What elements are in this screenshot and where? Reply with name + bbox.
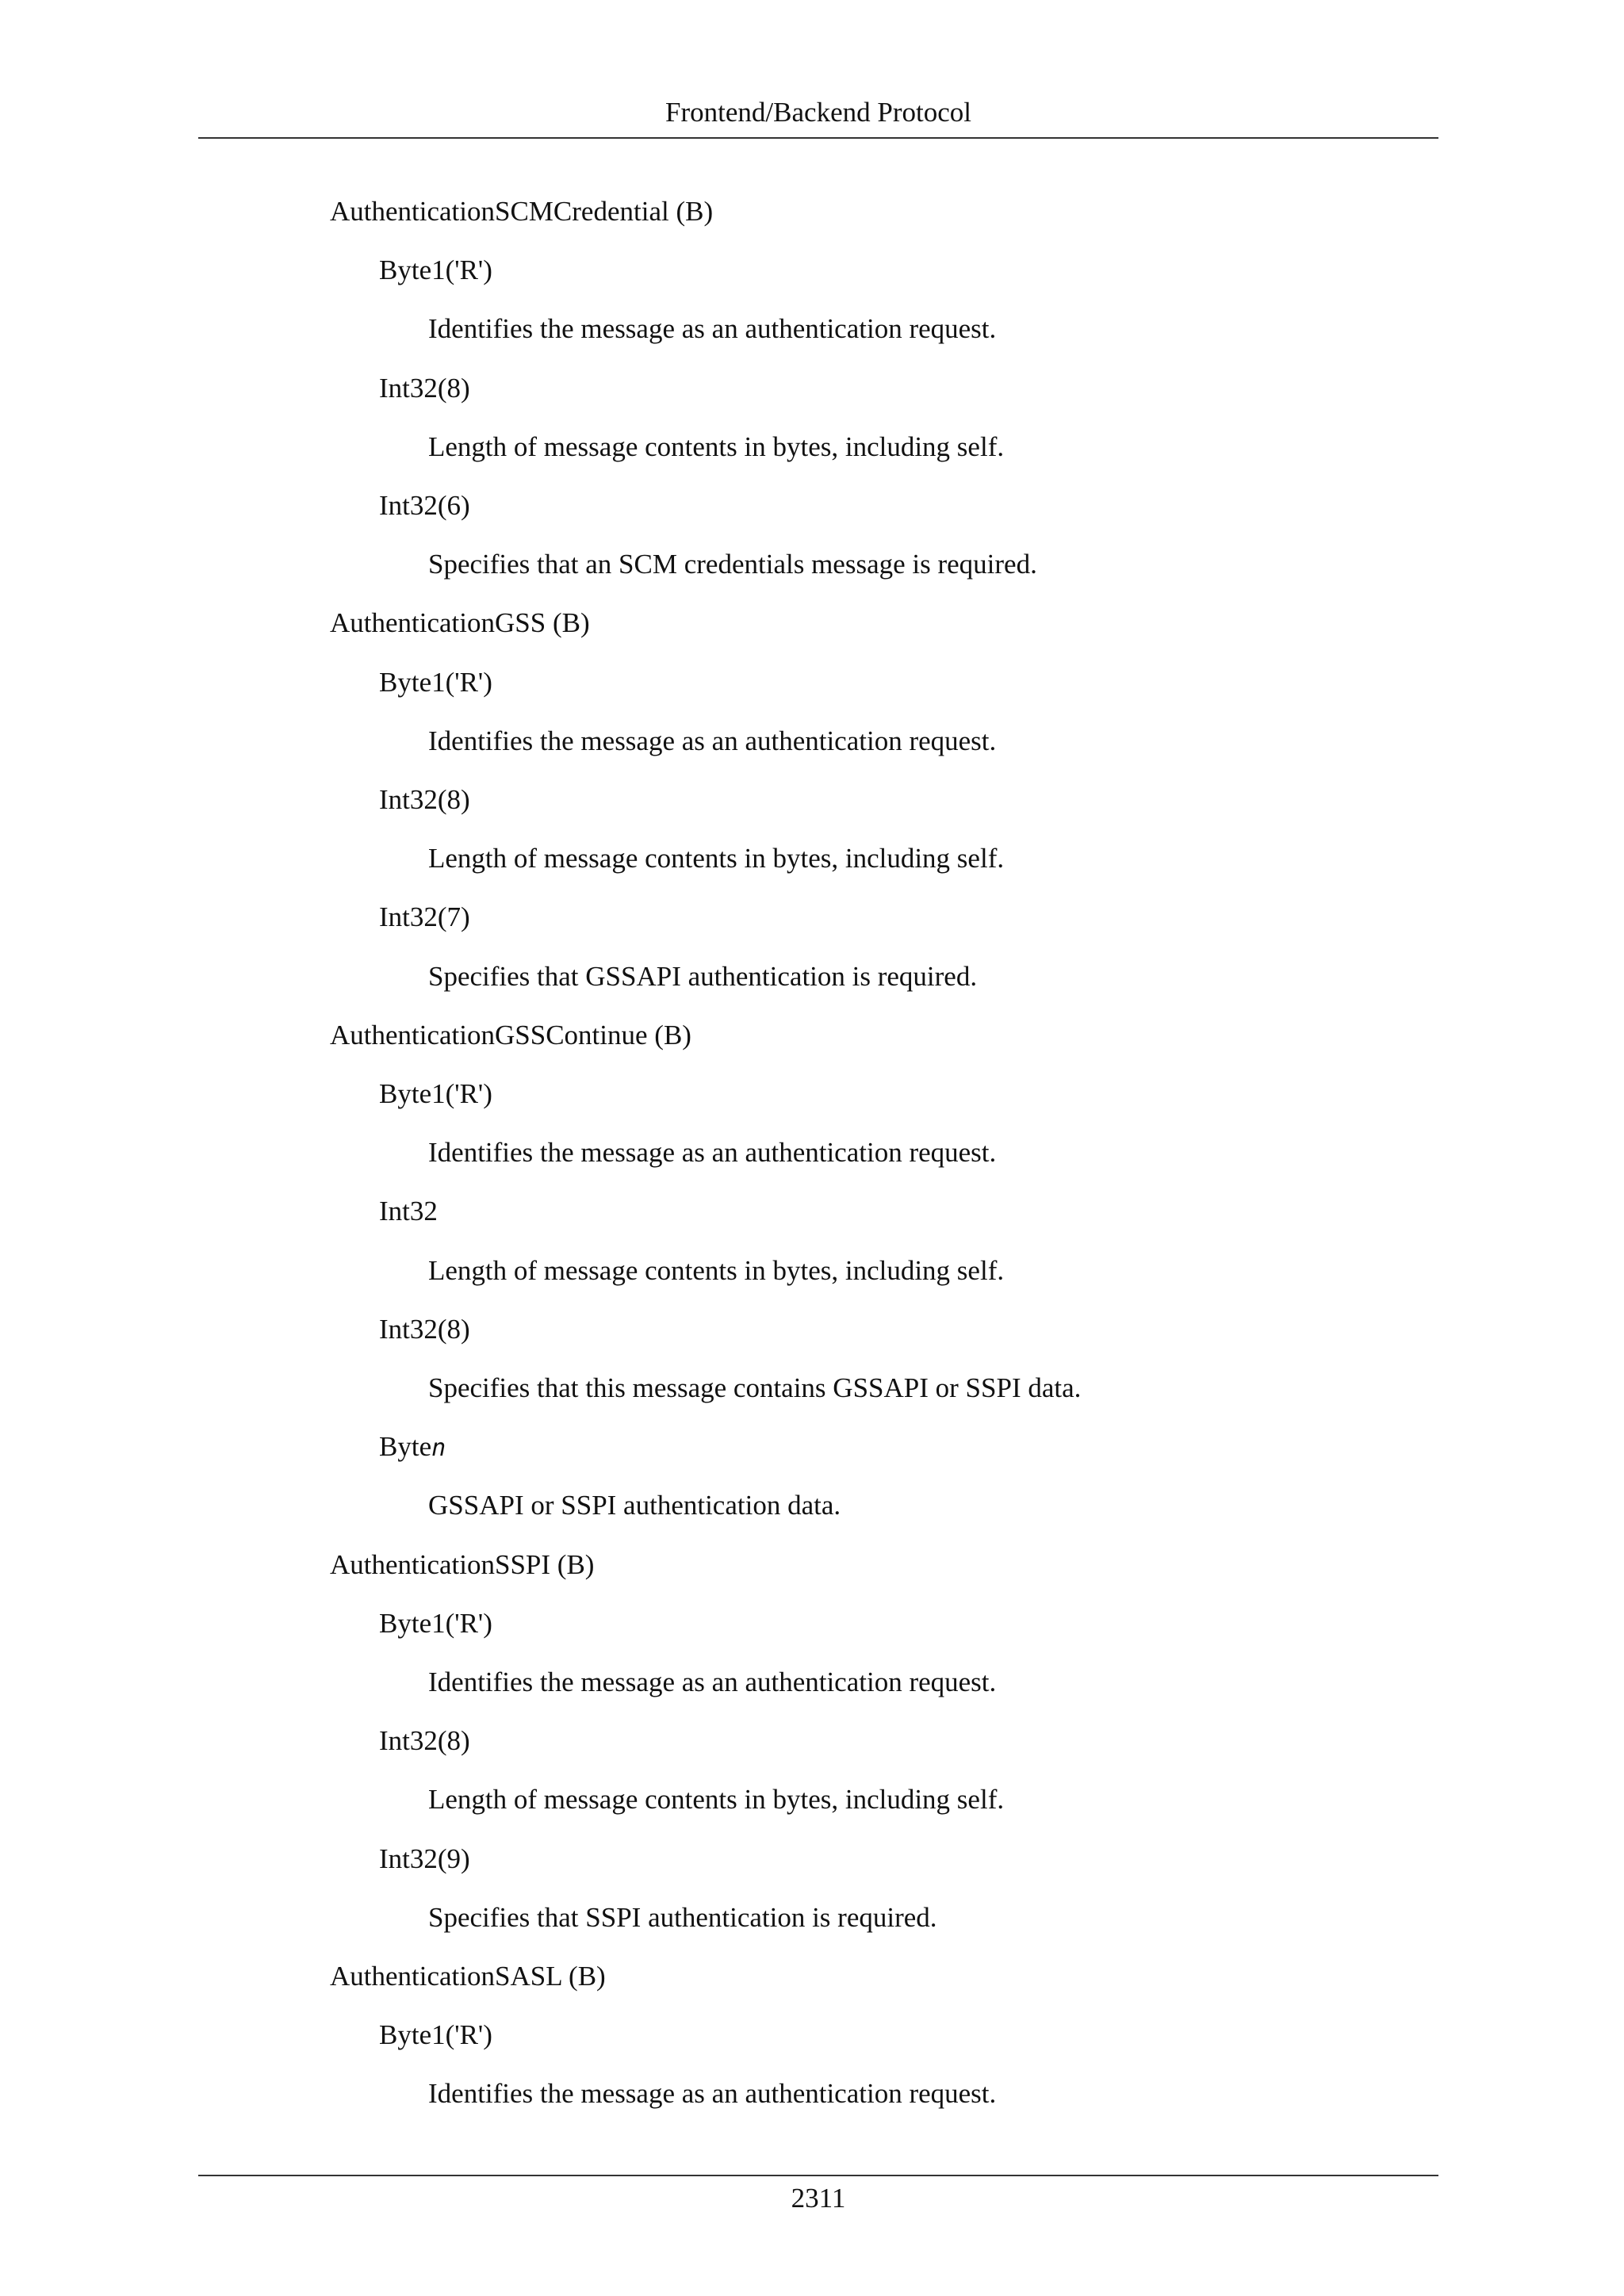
message-name xyxy=(330,604,590,642)
field-type xyxy=(379,898,470,936)
field-type xyxy=(379,2016,492,2054)
field-description-text: Identifies the message as an authentication request. xyxy=(428,2078,997,2110)
field-description xyxy=(428,1369,1081,1407)
field-description-text: Length of message contents in bytes, including self. xyxy=(428,843,1005,874)
field-type xyxy=(379,1840,470,1878)
field-type xyxy=(379,251,492,289)
field-type-text: Int32 xyxy=(379,1196,438,1227)
field-type-text: Int32(8) xyxy=(379,372,470,404)
message-name-text: AuthenticationSSPI (B) xyxy=(330,1548,595,1580)
field-type xyxy=(379,1605,492,1643)
field-description xyxy=(428,1487,841,1525)
message-name xyxy=(330,193,713,231)
message-name-text: AuthenticationGSS (B) xyxy=(330,607,590,639)
field-description xyxy=(428,1134,996,1172)
message-name-text: AuthenticationSASL (B) xyxy=(330,1961,606,1992)
field-type-text: Int32(9) xyxy=(379,1843,470,1874)
field-description xyxy=(428,1781,1004,1819)
field-type xyxy=(379,369,470,408)
field-description-text: Length of message contents in bytes, including self. xyxy=(428,430,1005,462)
field-description-text: Length of message contents in bytes, including self. xyxy=(428,1254,1005,1286)
field-description xyxy=(428,1899,937,1937)
page-number: 2311 xyxy=(791,2183,846,2214)
field-type xyxy=(379,1075,492,1113)
field-type xyxy=(379,1722,470,1760)
field-type-text: Int32(8) xyxy=(379,784,470,815)
field-description-text: Identifies the message as an authentication request. xyxy=(428,1667,997,1697)
field-description-text: Length of message contents in bytes, including self. xyxy=(428,1784,1005,1816)
running-header: Frontend/Backend Protocol xyxy=(665,97,971,128)
header-rule xyxy=(198,137,1438,139)
field-description-text: Identifies the message as an authentication request. xyxy=(428,1137,997,1169)
field-type-text: Int32(6) xyxy=(379,490,470,521)
field-type-text: Int32(8) xyxy=(379,1313,470,1345)
field-description-text: Identifies the message as an authentication request. xyxy=(428,313,997,345)
field-description xyxy=(428,722,996,760)
field-type xyxy=(379,781,470,819)
field-type xyxy=(379,1311,470,1349)
field-type xyxy=(379,1192,438,1230)
field-description-text: GSSAPI or SSPI authentication data. xyxy=(428,1490,841,1521)
field-type-text: Int32(7) xyxy=(379,901,470,933)
field-description-text: Specifies that GSSAPI authentication is required. xyxy=(428,960,978,992)
field-type-text: Int32(8) xyxy=(379,1725,470,1757)
message-name xyxy=(330,1016,691,1054)
field-description xyxy=(428,958,977,996)
field-description xyxy=(428,310,996,348)
field-type xyxy=(379,487,470,525)
field-type-text: Byte1('R') xyxy=(379,1607,492,1639)
field-description xyxy=(428,428,1004,466)
field-description-text: Specifies that an SCM credentials message is required. xyxy=(428,549,1037,580)
message-name xyxy=(330,1546,594,1584)
field-description xyxy=(428,840,1004,878)
field-type xyxy=(379,1428,446,1466)
footer-rule xyxy=(198,2175,1438,2176)
field-type-text: Byte xyxy=(379,1431,432,1463)
message-name-text: AuthenticationSCMCredential (B) xyxy=(330,196,714,227)
field-type xyxy=(379,664,492,702)
field-description-text: Specifies that this message contains GSSAPI or SSPI data. xyxy=(428,1372,1082,1403)
field-type-text: Byte1('R') xyxy=(379,666,492,698)
field-description xyxy=(428,545,1037,584)
field-type-text: Byte1('R') xyxy=(379,1078,492,1109)
field-type-suffix: n xyxy=(431,1434,446,1463)
field-type-text: Byte1('R') xyxy=(379,254,492,286)
field-description-text: Specifies that SSPI authentication is required. xyxy=(428,1901,937,1933)
field-description xyxy=(428,1663,996,1701)
message-name xyxy=(330,1957,606,1996)
field-description xyxy=(428,1252,1004,1290)
message-name-text: AuthenticationGSSContinue (B) xyxy=(330,1019,691,1050)
field-description xyxy=(428,2075,996,2113)
field-type-text: Byte1('R') xyxy=(379,2019,492,2051)
field-description-text: Identifies the message as an authentication request. xyxy=(428,725,997,756)
